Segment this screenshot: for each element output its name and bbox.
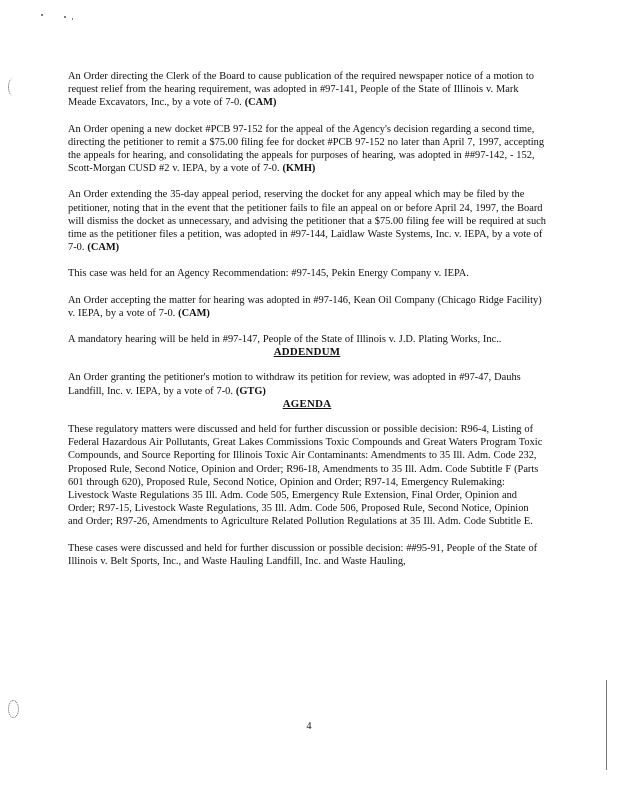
paragraph-text: An Order opening a new docket #PCB 97-152 for the appeal of the Agency's decision regarding a second time, directing the petitioner to remit a $75.00 filing fee for docket #PCB 97-152 no later than April 7, 1997, accepting the appeals for hearing, and consolidating the appeals for purposes of hearing, was adopted in ##97-142, - 152, Scott-Morgan CUSD #2 v. IEPA, by a vote of 7-0. [68,123,545,175]
order-paragraph [68,123,546,176]
scan-speck [41,14,43,16]
attorney-tag: (CAM) [244,97,277,109]
punch-hole-mark [8,78,18,96]
paragraph-text: This case was held for an Agency Recommendation: #97-145, Pekin Energy Company v. IEPA. [68,268,469,280]
scan-speck [64,16,66,18]
order-paragraph [68,294,546,320]
order-paragraph [68,188,546,254]
punch-hole-mark [8,700,19,718]
scan-speck [72,18,73,20]
document-body [68,70,546,568]
paragraph-text: An Order extending the 35-day appeal period, reserving the docket for any appeal which may be filed by the petitioner, noting that in the event that the petitioner fails to file an appeal on or before April 24, 1997, the Board will dismiss the docket as unnecessary, and advising the petitioner that a $75.00 filing fee will be required at such time as the petitioner files a petition, was adopted in #97-144, Laidlaw Waste Systems, Inc. v. IEPA, by a vote of 7-0. [68,189,546,254]
paragraph-text: A mandatory hearing will be held in #97-147, People of the State of Illinois v. J.D. Plating Works, Inc.. [68,334,502,346]
paragraph-text: An Order accepting the matter for hearing was adopted in #97-146, Kean Oil Company (Chicago Ridge Facility) v. IEPA, by a vote of 7-0. [68,294,542,319]
addendum-section [68,346,546,398]
addendum-paragraph [68,371,546,397]
order-paragraph [68,333,546,346]
order-paragraph [68,267,546,280]
orders-section [68,70,546,346]
agenda-paragraph [68,542,546,568]
attorney-tag: (KMH) [282,163,316,175]
paragraph-text: These cases were discussed and held for further discussion or possible decision: ##95-91, People of the State of Illinois v. Belt Sports, Inc., and Waste Hauling Landfill, Inc. and Waste Hauling, [68,542,538,567]
agenda-section [68,398,546,568]
paragraph-text: These regulatory matters were discussed and held for further discussion or possible decision: R96-4, Listing of Federal Hazardous Air Pollutants, Great Lakes Commissions Toxic Compounds and Great Waters Program Toxic Compounds, and Source Reporting for Illinois Toxic Air Contaminants: Amendments to 35 Ill. Adm. Code 232, Proposed Rule, Second Notice, Opinion and Order; R96-18, Amendments to 35 Ill. Adm. Code Subtitle F (Parts 601 through 620), Proposed Rule, Second Notice, Opinion and Order; R97-14, Emergency Rulemaking: Livestock Waste Regulations 35 Ill. Adm. Code 505, Emergency Rule Extension, Final Order, Opinion and Order; R97-15, Livestock Waste Regulations, 35 Ill. Adm. Code 506, Proposed Rule, Second Notice, Opinion and Order; R97-26, Amendments to Agriculture Related Pollution Regulations at 35 Ill. Adm. Code Subtitle E. [68,424,543,528]
addendum-heading: ADDENDUM [273,346,341,359]
attorney-tag: (GTG) [235,385,266,397]
agenda-paragraph [68,423,546,529]
attorney-tag: (CAM) [87,242,120,254]
page-number: 4 [306,721,312,732]
paragraph-text: An Order directing the Clerk of the Board to cause publication of the required newspaper notice of a motion to request relief from the hearing requirement, was adopted in #97-141, People of the State of Illinois v. Mark Meade Excavators, Inc., by a vote of 7-0. [68,71,534,109]
agenda-heading: AGENDA [282,397,332,410]
order-paragraph [68,70,546,110]
attorney-tag: (CAM) [178,307,210,319]
paragraph-text: An Order granting the petitioner's motion to withdraw its petition for review, was adopted in #97-47, Dauhs Landfill, Inc. v. IEPA, by a vote of 7-0. [68,372,521,397]
